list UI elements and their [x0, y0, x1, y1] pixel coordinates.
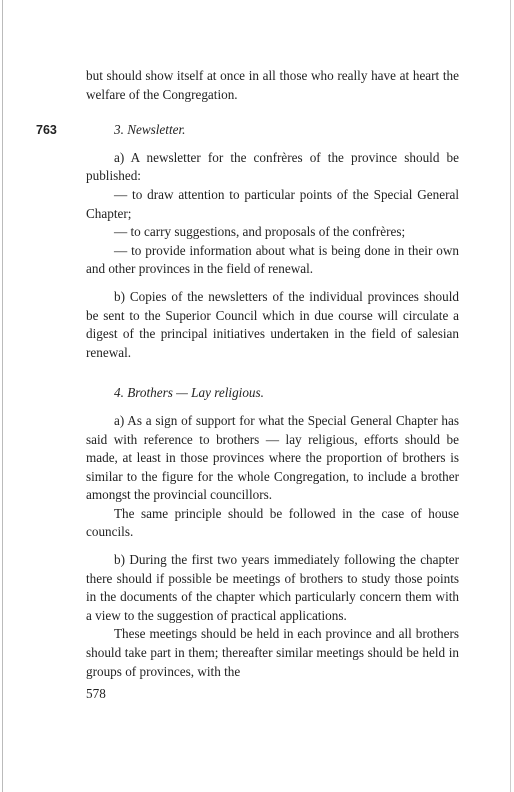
section-heading-brothers	[86, 384, 459, 403]
heading-text: 3. Newsletter.	[114, 122, 186, 138]
page-number: 578	[86, 686, 106, 701]
margin-number: 763	[36, 123, 57, 137]
paragraph: b) Copies of the newsletters of the individual provinces should be sent to the Superior Council which in due course will circulate a digest of the principal initiatives undertaken in the field of salesian renewal.	[86, 288, 459, 360]
paragraph: These meetings should be held in each province and all brothers should take part in them; thereafter similar meetings should be held in groups of provinces, with the	[86, 626, 459, 679]
list-item: — to provide information about what is being done in their own and other provinces in the field of renewal.	[86, 242, 459, 277]
section-heading-newsletter	[86, 121, 459, 140]
paragraph: a) As a sign of support for what the Special General Chapter has said with reference to brothers — lay religious, efforts should be made, at least in those provinces where the proportion of brothers is similar to the figure for the whole Congregation, to include a brother amongst the provincial councillors.	[86, 412, 459, 503]
paragraph-continuation: but should show itself at once in all those who really have at heart the welfare of the Congregation.	[86, 68, 459, 102]
list-item: — to carry suggestions, and proposals of the confrères;	[114, 224, 406, 240]
page-right-edge	[510, 0, 511, 792]
paragraph: The same principle should be followed in the case of house councils.	[86, 505, 459, 540]
paragraph: b) During the first two years immediately following the chapter there should if possible be meetings of brothers to study those points in the documents of the chapter which particularly concern them with a view to the suggestion of practical applications.	[86, 552, 459, 623]
heading-text: 4. Brothers — Lay religious.	[114, 385, 264, 401]
list-item: — to draw attention to particular points of the Special General Chapter;	[86, 186, 459, 221]
body-text	[86, 67, 459, 681]
page-left-edge	[2, 0, 3, 792]
paragraph: a) A newsletter for the confrères of the province should be published:	[86, 149, 459, 184]
